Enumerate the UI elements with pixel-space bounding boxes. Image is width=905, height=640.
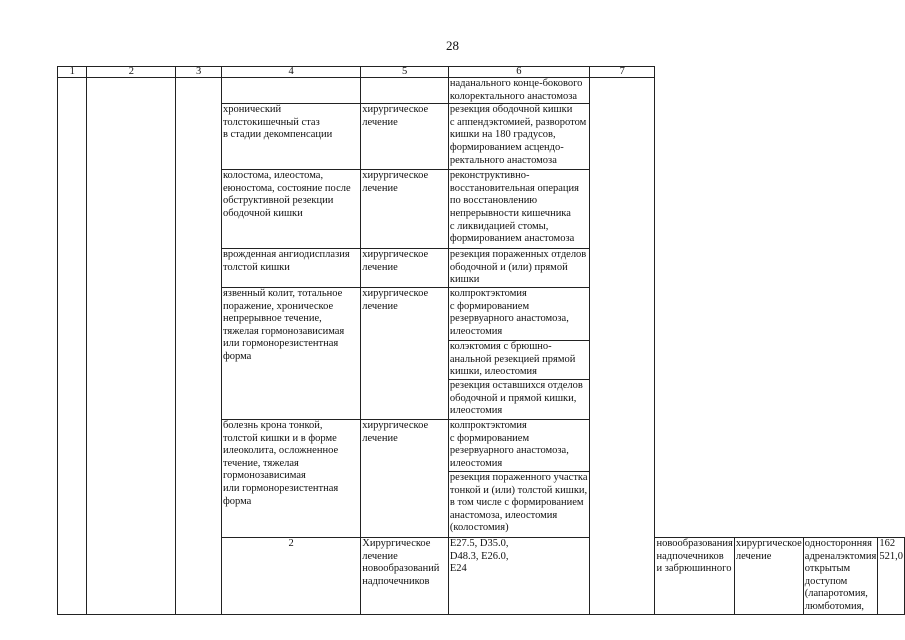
column-header: 4 — [221, 67, 360, 78]
cell-name: Хирургическое лечение новообразований надпочечников — [361, 537, 449, 614]
cell-codes — [176, 78, 222, 615]
cell-method: резекция оставшихся отделов ободочной и прямой кишки, илеостомия — [448, 379, 589, 419]
cell-cost: 162 521,0 — [878, 537, 905, 614]
cell-number — [58, 78, 87, 615]
column-header: 3 — [176, 67, 222, 78]
cell-treatment — [361, 78, 449, 104]
cell-method: резекция пораженного участка тонкой и (или) толстой кишки, в том числе с формированием анастомоза, илеостомия (колостомия) — [448, 471, 589, 537]
cell-method: колэктомия с брюшно- анальной резекцией прямой кишки, илеостомия — [448, 340, 589, 379]
column-header: 1 — [58, 67, 87, 78]
cell-name — [87, 78, 176, 615]
cell-method: резекция ободочной кишки с аппендэктомией, разворотом кишки на 180 градусов, формированием асцендо- ректального анастомоза — [448, 104, 589, 170]
column-header: 2 — [87, 67, 176, 78]
cell-condition: язвенный колит, тотальное поражение, хроническое непрерывное течение, тяжелая гормонозависимая или гормонорезистентная форма — [221, 287, 360, 419]
cell-condition: хронический толстокишечный стаз в стадии декомпенсации — [221, 104, 360, 170]
cell-condition — [221, 78, 360, 104]
cell-treatment: хирургическое лечение — [361, 104, 449, 170]
cell-method: наданального конце-бокового колоректального анастомоза — [448, 78, 589, 104]
cell-treatment: хирургическое лечение — [361, 287, 449, 419]
cell-treatment: хирургическое лечение — [361, 419, 449, 537]
cell-method: односторонняя адреналэктомия открытым доступом (лапаротомия, люмботомия, — [803, 537, 878, 614]
column-header: 7 — [589, 67, 655, 78]
cell-codes: E27.5, D35.0, D48.3, E26.0, E24 — [448, 537, 589, 614]
column-header: 6 — [448, 67, 589, 78]
cell-treatment: хирургическое лечение — [734, 537, 803, 614]
cell-condition: врожденная ангиодисплазия толстой кишки — [221, 249, 360, 288]
cell-condition: новообразования надпочечников и забрюшинного — [655, 537, 734, 614]
cell-method: реконструктивно- восстановительная операция по восстановлению непрерывности кишечника с ликвидацией стомы, формированием анастомоза — [448, 170, 589, 249]
column-header: 5 — [361, 67, 449, 78]
cell-number: 2 — [221, 537, 360, 614]
cell-condition: колостома, илеостома, еюностома, состояние после обструктивной резекции ободочной кишки — [221, 170, 360, 249]
page-number: 28 — [446, 38, 459, 53]
cell-method: резекция пораженных отделов ободочной и (или) прямой кишки — [448, 249, 589, 288]
cell-method: колпроктэктомия с формированием резервуарного анастомоза, илеостомия — [448, 419, 589, 471]
cell-treatment: хирургическое лечение — [361, 249, 449, 288]
cell-cost — [589, 78, 655, 615]
treatment-table — [57, 66, 905, 615]
cell-condition: болезнь крона тонкой, толстой кишки и в форме илеоколита, осложненное течение, тяжелая гормонозависимая или гормонорезистентная форма — [221, 419, 360, 537]
table-row — [58, 78, 905, 104]
cell-method: колпроктэктомия с формированием резервуарного анастомоза, илеостомия — [448, 287, 589, 340]
column-number-row — [58, 67, 905, 78]
cell-treatment: хирургическое лечение — [361, 170, 449, 249]
